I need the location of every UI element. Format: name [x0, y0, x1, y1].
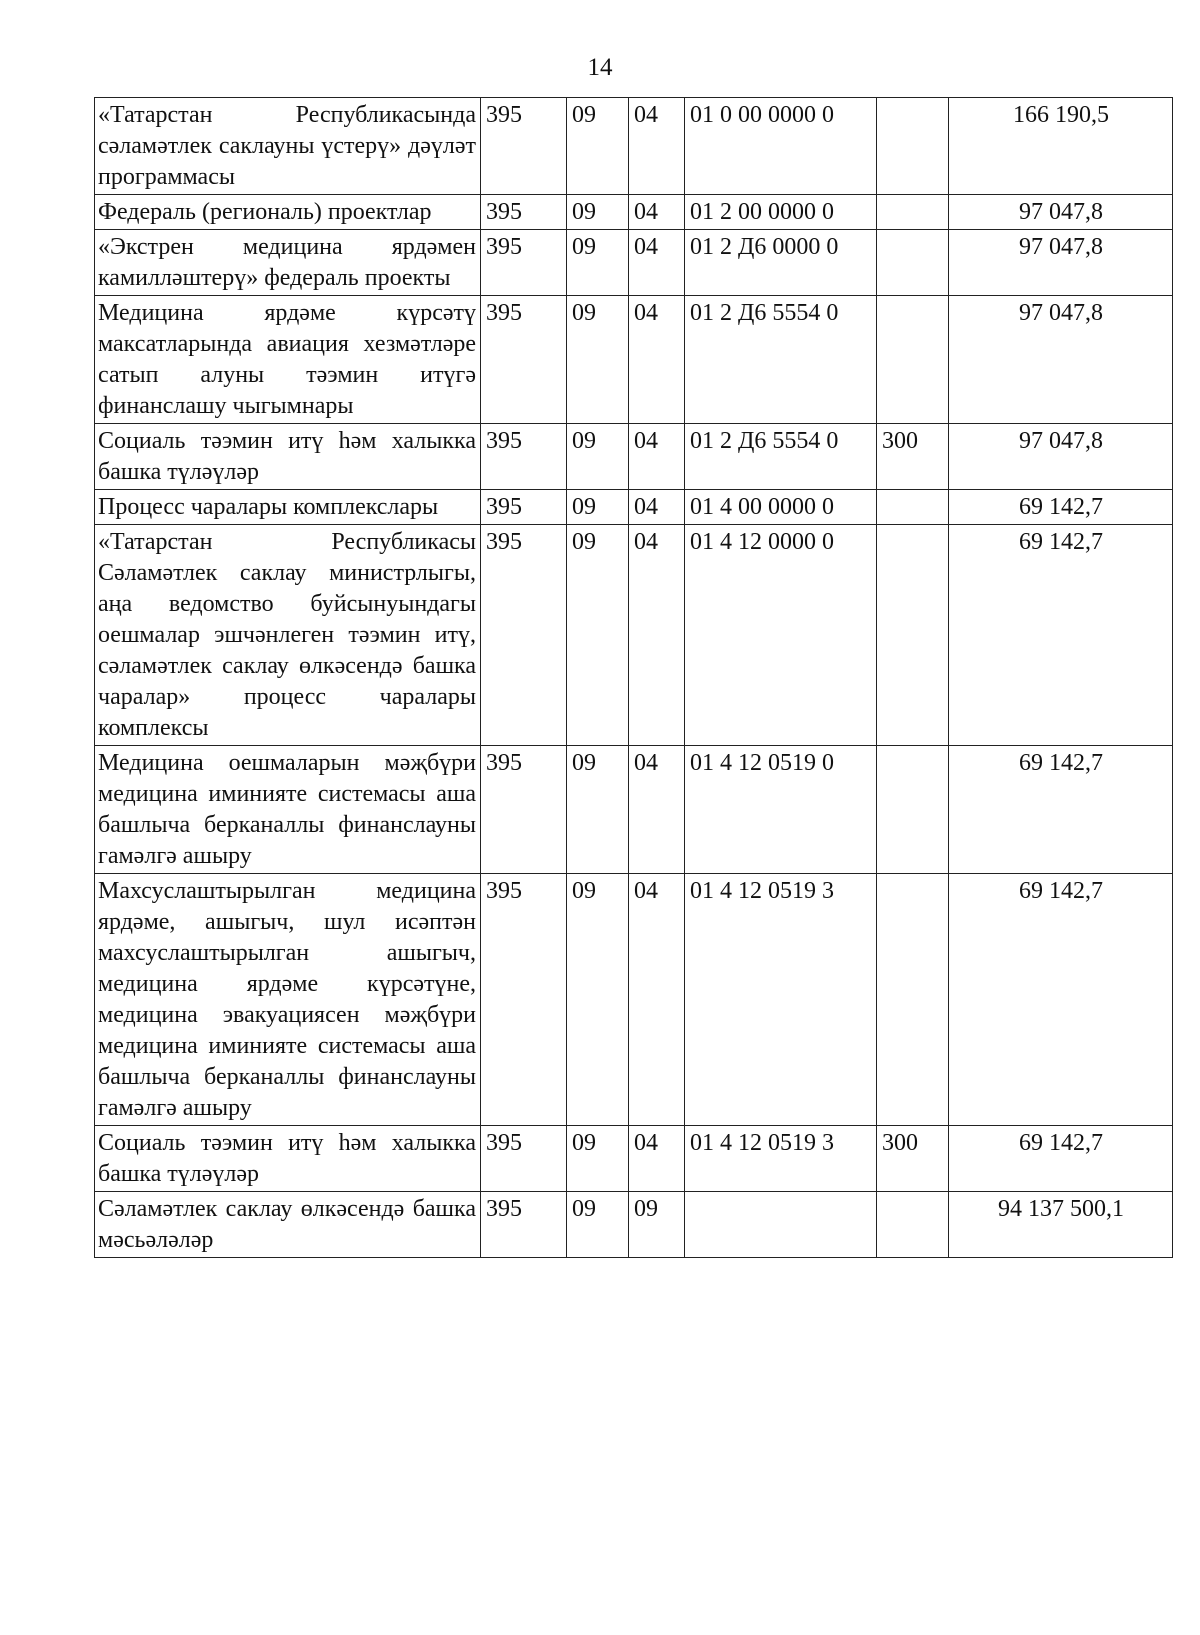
- expense-type-code: [877, 490, 949, 525]
- ministry-code: 395: [481, 1192, 567, 1258]
- target-item-code: 01 4 12 0000 0: [685, 525, 877, 746]
- item-name: Процесс чаралары комплекслары: [95, 490, 481, 525]
- target-item-code: 01 2 00 0000 0: [685, 195, 877, 230]
- expense-type-code: [877, 525, 949, 746]
- section-code: 09: [567, 98, 629, 195]
- ministry-code: 395: [481, 230, 567, 296]
- expense-type-code: [877, 195, 949, 230]
- ministry-code: 395: [481, 525, 567, 746]
- section-code: 09: [567, 230, 629, 296]
- ministry-code: 395: [481, 874, 567, 1126]
- expense-type-code: [877, 746, 949, 874]
- section-code: 09: [567, 424, 629, 490]
- ministry-code: 395: [481, 98, 567, 195]
- section-code: 09: [567, 1126, 629, 1192]
- expense-type-code: [877, 874, 949, 1126]
- expense-type-code: [877, 230, 949, 296]
- ministry-code: 395: [481, 195, 567, 230]
- expense-type-code: 300: [877, 1126, 949, 1192]
- amount: 97 047,8: [949, 230, 1173, 296]
- item-name: Медицина ярдәме күрсәтү максатларында авиация хезмәтләре сатып алуны тәэмин итүгә финанслашу чыгымнары: [95, 296, 481, 424]
- item-name: «Татарстан Республикасы Сәламәтлек саклау министрлыгы, аңа ведомство буйсынуындагы оешмалар эшчәнлеген тәэмин итү, сәламәтлек саклау өлкәсендә башка чаралар» процесс чаралары комплексы: [95, 525, 481, 746]
- item-name: Социаль тәэмин итү һәм халыкка башка түләүләр: [95, 424, 481, 490]
- table-row: [95, 424, 1173, 490]
- subsection-code: 04: [629, 490, 685, 525]
- expense-type-code: [877, 1192, 949, 1258]
- expense-type-code: 300: [877, 424, 949, 490]
- subsection-code: 04: [629, 230, 685, 296]
- budget-table: [94, 97, 1173, 1258]
- section-code: 09: [567, 490, 629, 525]
- subsection-code: 04: [629, 98, 685, 195]
- subsection-code: 09: [629, 1192, 685, 1258]
- ministry-code: 395: [481, 424, 567, 490]
- page-number: 14: [587, 54, 613, 81]
- subsection-code: 04: [629, 525, 685, 746]
- table-row: [95, 746, 1173, 874]
- subsection-code: 04: [629, 296, 685, 424]
- table-row: [95, 1126, 1173, 1192]
- target-item-code: 01 4 12 0519 3: [685, 1126, 877, 1192]
- expense-type-code: [877, 98, 949, 195]
- amount: 97 047,8: [949, 195, 1173, 230]
- amount: 69 142,7: [949, 1126, 1173, 1192]
- amount: 69 142,7: [949, 746, 1173, 874]
- subsection-code: 04: [629, 424, 685, 490]
- table-row: [95, 1192, 1173, 1258]
- table-row: [95, 874, 1173, 1126]
- target-item-code: 01 4 00 0000 0: [685, 490, 877, 525]
- subsection-code: 04: [629, 874, 685, 1126]
- item-name: Социаль тәэмин итү һәм халыкка башка түләүләр: [95, 1126, 481, 1192]
- item-name: Сәламәтлек саклау өлкәсендә башка мәсьәләләр: [95, 1192, 481, 1258]
- amount: 69 142,7: [949, 874, 1173, 1126]
- section-code: 09: [567, 874, 629, 1126]
- ministry-code: 395: [481, 1126, 567, 1192]
- item-name: «Татарстан Республикасында сәламәтлек саклауны үстерү» дәүләт программасы: [95, 98, 481, 195]
- amount: 97 047,8: [949, 424, 1173, 490]
- amount: 69 142,7: [949, 525, 1173, 746]
- section-code: 09: [567, 525, 629, 746]
- table-row: [95, 296, 1173, 424]
- expense-type-code: [877, 296, 949, 424]
- target-item-code: 01 2 Д6 0000 0: [685, 230, 877, 296]
- amount: 97 047,8: [949, 296, 1173, 424]
- amount: 94 137 500,1: [949, 1192, 1173, 1258]
- subsection-code: 04: [629, 1126, 685, 1192]
- item-name: Федераль (региональ) проектлар: [95, 195, 481, 230]
- ministry-code: 395: [481, 296, 567, 424]
- section-code: 09: [567, 746, 629, 874]
- amount: 69 142,7: [949, 490, 1173, 525]
- table-row: [95, 525, 1173, 746]
- section-code: 09: [567, 195, 629, 230]
- target-item-code: 01 4 12 0519 0: [685, 746, 877, 874]
- target-item-code: [685, 1192, 877, 1258]
- table-row: [95, 230, 1173, 296]
- amount: 166 190,5: [949, 98, 1173, 195]
- item-name: «Экстрен медицина ярдәмен камилләштерү» федераль проекты: [95, 230, 481, 296]
- table-row: [95, 195, 1173, 230]
- item-name: Махсуслаштырылган медицина ярдәме, ашыгыч, шул исәптән махсуслаштырылган ашыгыч, медицина ярдәме күрсәтүне, медицина эвакуациясен мәҗбүри медицина иминияте системасы аша башлыча берканаллы финанслауны гамәлгә ашыру: [95, 874, 481, 1126]
- ministry-code: 395: [481, 746, 567, 874]
- section-code: 09: [567, 296, 629, 424]
- table-row: [95, 98, 1173, 195]
- ministry-code: 395: [481, 490, 567, 525]
- target-item-code: 01 2 Д6 5554 0: [685, 296, 877, 424]
- subsection-code: 04: [629, 746, 685, 874]
- section-code: 09: [567, 1192, 629, 1258]
- target-item-code: 01 0 00 0000 0: [685, 98, 877, 195]
- item-name: Медицина оешмаларын мәҗбүри медицина иминияте системасы аша башлыча берканаллы финанслауны гамәлгә ашыру: [95, 746, 481, 874]
- subsection-code: 04: [629, 195, 685, 230]
- target-item-code: 01 4 12 0519 3: [685, 874, 877, 1126]
- table-row: [95, 490, 1173, 525]
- target-item-code: 01 2 Д6 5554 0: [685, 424, 877, 490]
